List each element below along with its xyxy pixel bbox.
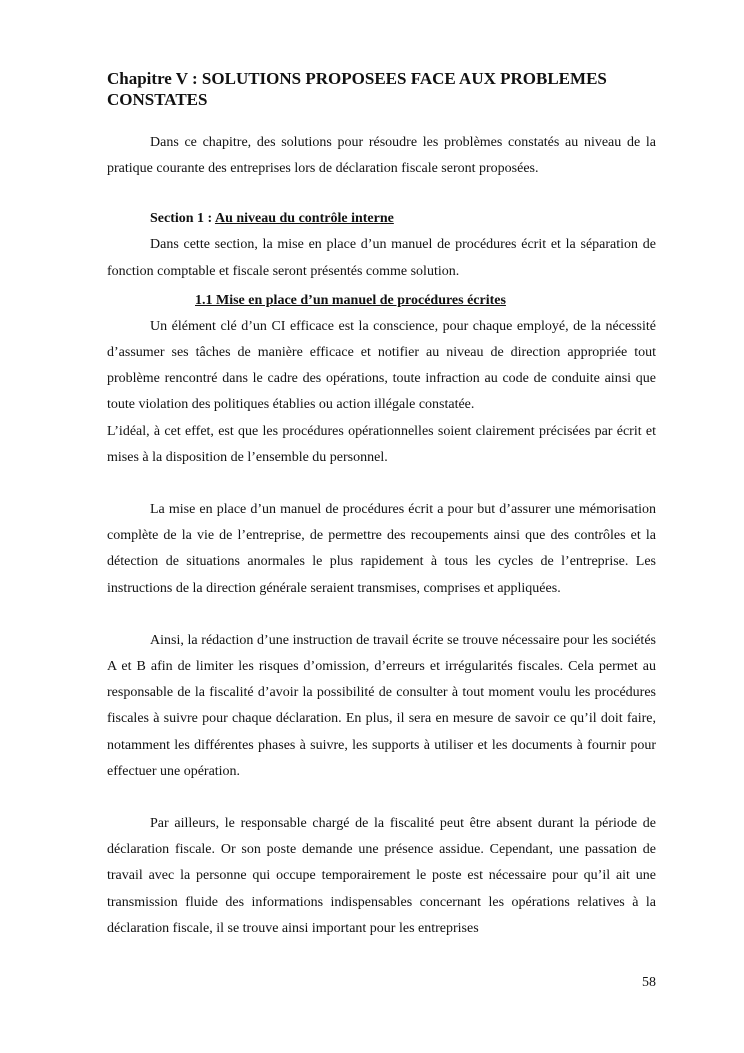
- paragraph-2: L’idéal, à cet effet, est que les procédures opérationnelles soient clairement précisées par écrit et mises à la disposition de l’ensemble du personnel.: [107, 423, 656, 465]
- page-number: 58: [642, 975, 656, 990]
- chapter-title: Chapitre V : SOLUTIONS PROPOSEES FACE AUX PROBLEMES CONSTATES: [107, 69, 607, 109]
- section-heading: [107, 206, 656, 232]
- paragraph-1: Un élément clé d’un CI efficace est la conscience, pour chaque employé, de la nécessité d’assumer ses tâches de manière efficace et notifier au niveau de direction appropriée tout problème rencontré dans le cadre des opérations, toute infraction au code de conduite ainsi que toute violation des politiques établies ou action illégale constatée.: [107, 318, 656, 413]
- document-page: [107, 68, 656, 942]
- section-title: Au niveau du contrôle interne: [214, 211, 394, 227]
- paragraph-3: La mise en place d’un manuel de procédures écrit a pour but d’assurer une mémorisation complète de la vie de l’entreprise, de permettre des recoupements ainsi que des contrôles et la détection de situations anormales le plus rapidement à tous les cycles de l’entreprise. Les instructions de la direction générale seraient transmises, comprises et appliquées.: [107, 502, 656, 596]
- paragraph-4: Ainsi, la rédaction d’une instruction de travail écrite se trouve nécessaire pour les sociétés A et B afin de limiter les risques d’omission, d’erreurs et irrégularités fiscales. Cela permet au responsable de la fiscalité d’avoir la possibilité de consulter à tout moment voulu les procédures fiscales à suivre pour chaque déclaration. En plus, il sera en mesure de savoir ce qu’il doit faire, notamment les différentes phases à suivre, les supports à utiliser et les documents à fournir pour effectuer une opération.: [107, 632, 656, 779]
- section-intro-paragraph: Dans cette section, la mise en place d’un manuel de procédures écrit et la séparation de fonction comptable et fiscale seront présentés comme solution.: [107, 237, 656, 279]
- section-prefix: Section 1 :: [150, 211, 215, 227]
- subsection-heading: 1.1 Mise en place d’un manuel de procédures écrites: [195, 292, 506, 308]
- paragraph-5: Par ailleurs, le responsable chargé de la fiscalité peut être absent durant la période de déclaration fiscale. Or son poste demande une présence assidue. Cependant, une passation de travail avec la personne qui occupe temporairement le poste est nécessaire pour qu’il ait une transmission fluide des informations indispensables concernant les opérations relatives à la déclaration fiscale, il se trouve ainsi important pour les entreprises: [107, 816, 656, 936]
- chapter-intro-paragraph: Dans ce chapitre, des solutions pour résoudre les problèmes constatés au niveau de la pratique courante des entreprises lors de déclaration fiscale seront proposées.: [107, 135, 656, 177]
